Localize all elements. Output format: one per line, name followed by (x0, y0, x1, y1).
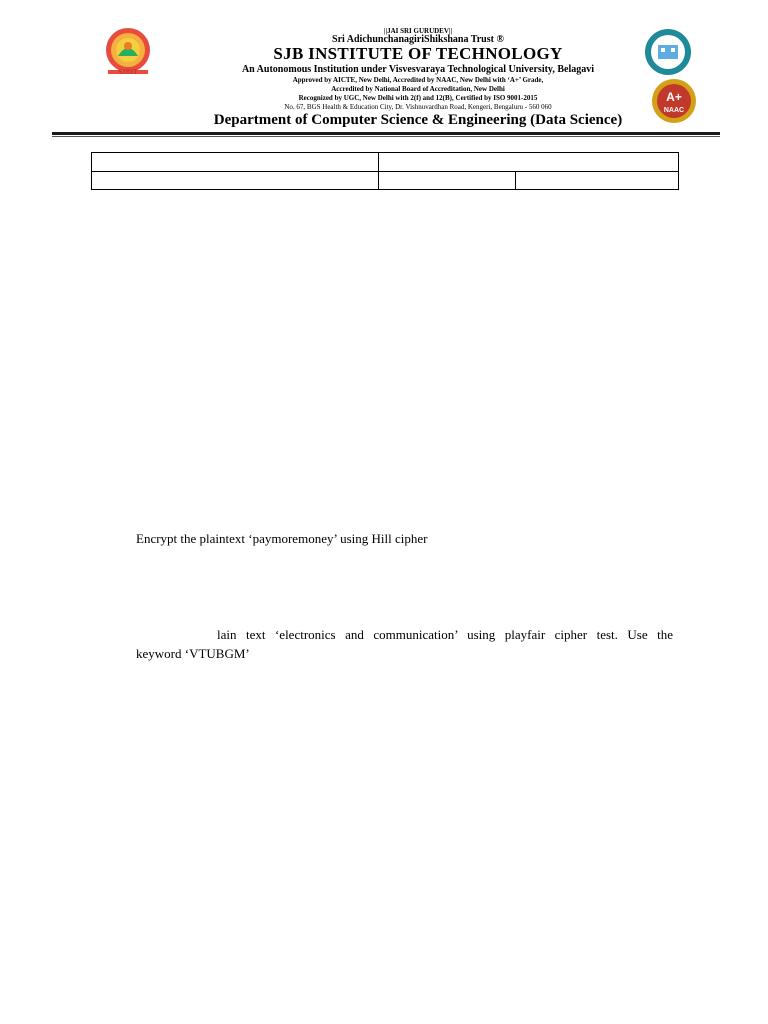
header-rule-thin (52, 136, 720, 137)
table-column-divider (515, 171, 516, 190)
table-column-divider (378, 153, 379, 189)
department-title: Department of Computer Science & Engineering (Data Science) (213, 112, 623, 128)
naac-label-text: NAAC (663, 107, 685, 114)
invocation-line: ||JAI SRI GURUDEV|| (383, 27, 452, 35)
naac-grade-text: A+ (666, 90, 682, 104)
autonomous-line: An Autonomous Institution under Visvesvaraya Technological University, Belagavi (241, 64, 595, 75)
accreditation-line: Accredited by National Board of Accreditation, New Delhi (331, 85, 505, 93)
address-line: No. 67, BGS Health & Education City, Dr. Vishnuvardhan Road, Kengeri, Bengaluru - 560 060 (284, 103, 552, 111)
question-2-text-line: lain text ‘electronics and communication’ using playfair cipher test. Use the (217, 627, 673, 642)
header-rule-thick (52, 132, 720, 135)
accreditation-seal-logo (636, 27, 700, 77)
question-1-text: Encrypt the plaintext ‘paymoremoney’ using Hill cipher (136, 531, 428, 546)
trust-name: Sri AdichunchanagiriShikshana Trust ® (332, 34, 504, 45)
table-row-divider (92, 171, 678, 172)
info-table (91, 152, 679, 190)
letterhead (0, 0, 768, 140)
approval-line: Approved by AICTE, New Delhi, Accredited by NAAC, New Delhi with ‘A+’ Grade, (292, 76, 544, 84)
institute-name: SJB INSTITUTE OF TECHNOLOGY (273, 44, 563, 63)
naac-badge-logo (645, 77, 703, 127)
sjbit-logo-caption: SJBIT (118, 68, 138, 76)
recognition-line: Recognized by UGC, New Delhi with 2(f) and 12(B), Certified by ISO 9001-2015 (298, 94, 538, 102)
question-2-text-line: keyword ‘VTUBGM’ (136, 646, 250, 661)
